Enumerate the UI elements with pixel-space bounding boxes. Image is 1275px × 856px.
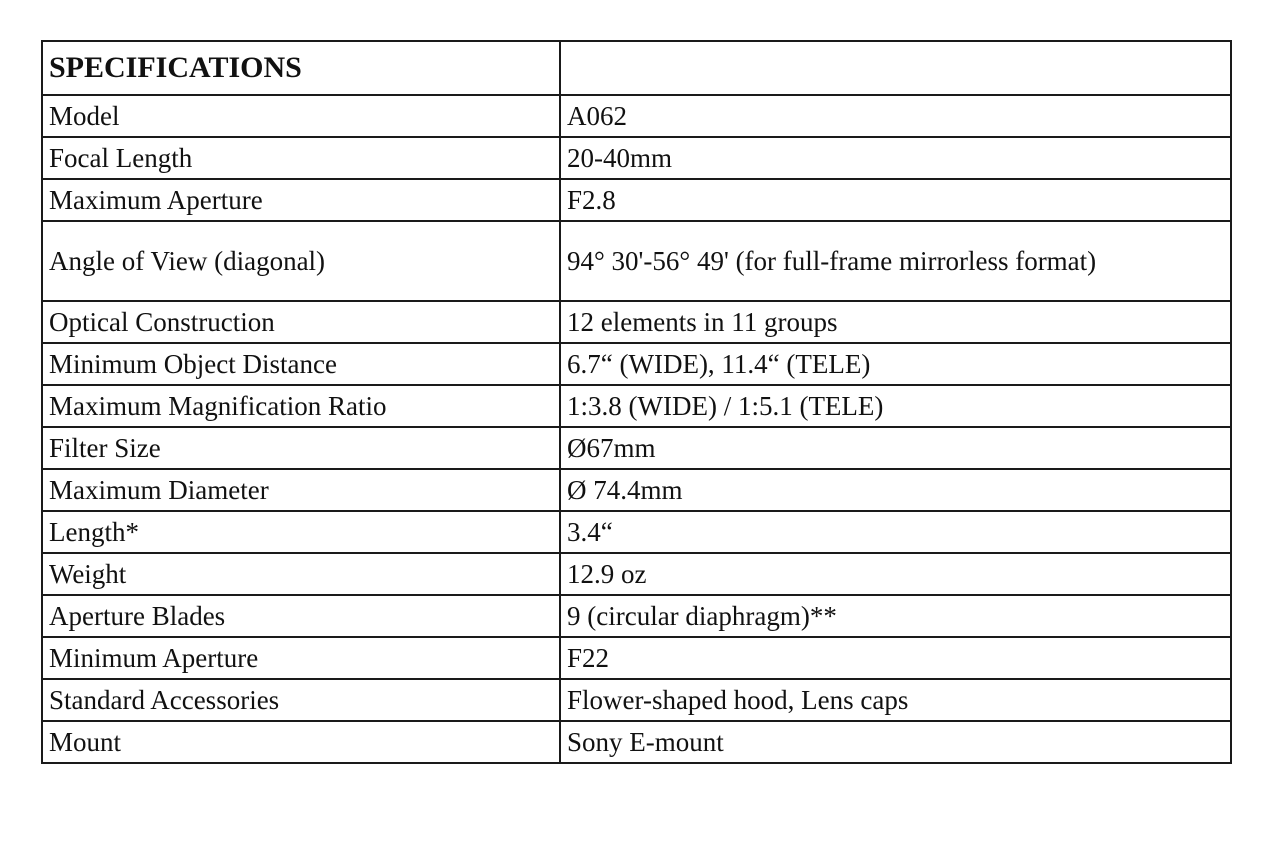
- spec-label: Optical Construction: [42, 301, 560, 343]
- spec-label: Focal Length: [42, 137, 560, 179]
- spec-label: Weight: [42, 553, 560, 595]
- table-row: [42, 637, 1231, 679]
- table-row: [42, 221, 1231, 301]
- spec-value: 20-40mm: [560, 137, 1231, 179]
- spec-value: A062: [560, 95, 1231, 137]
- table-row: [42, 553, 1231, 595]
- spec-label: Maximum Diameter: [42, 469, 560, 511]
- table-row: [42, 469, 1231, 511]
- table-title: SPECIFICATIONS: [42, 41, 560, 95]
- spec-label: Maximum Magnification Ratio: [42, 385, 560, 427]
- spec-label: Filter Size: [42, 427, 560, 469]
- table-row: [42, 427, 1231, 469]
- spec-value: 9 (circular diaphragm)**: [560, 595, 1231, 637]
- table-row: [42, 95, 1231, 137]
- table-row: [42, 385, 1231, 427]
- spec-label: Maximum Aperture: [42, 179, 560, 221]
- spec-value: Flower-shaped hood, Lens caps: [560, 679, 1231, 721]
- table-row: [42, 343, 1231, 385]
- spec-label: Length*: [42, 511, 560, 553]
- table-row: [42, 301, 1231, 343]
- spec-value: 12.9 oz: [560, 553, 1231, 595]
- spec-value: 1:3.8 (WIDE) / 1:5.1 (TELE): [560, 385, 1231, 427]
- spec-label: Minimum Aperture: [42, 637, 560, 679]
- spec-label: Minimum Object Distance: [42, 343, 560, 385]
- spec-label: Angle of View (diagonal): [42, 221, 560, 301]
- table-row: [42, 179, 1231, 221]
- spec-value: F2.8: [560, 179, 1231, 221]
- spec-value: Ø 74.4mm: [560, 469, 1231, 511]
- table-title-value: [560, 41, 1231, 95]
- table-row: [42, 511, 1231, 553]
- table-row: [42, 679, 1231, 721]
- specifications-table: [41, 40, 1232, 764]
- spec-label: Standard Accessories: [42, 679, 560, 721]
- table-header-row: [42, 41, 1231, 95]
- spec-value: F22: [560, 637, 1231, 679]
- spec-value: 12 elements in 11 groups: [560, 301, 1231, 343]
- spec-value: 6.7“ (WIDE), 11.4“ (TELE): [560, 343, 1231, 385]
- table-row: [42, 721, 1231, 763]
- spec-value: Ø67mm: [560, 427, 1231, 469]
- spec-label: Mount: [42, 721, 560, 763]
- spec-value: 94° 30'-56° 49' (for full-frame mirrorless format): [560, 221, 1231, 301]
- spec-value: 3.4“: [560, 511, 1231, 553]
- spec-label: Model: [42, 95, 560, 137]
- spec-label: Aperture Blades: [42, 595, 560, 637]
- table-row: [42, 595, 1231, 637]
- spec-value: Sony E-mount: [560, 721, 1231, 763]
- table-row: [42, 137, 1231, 179]
